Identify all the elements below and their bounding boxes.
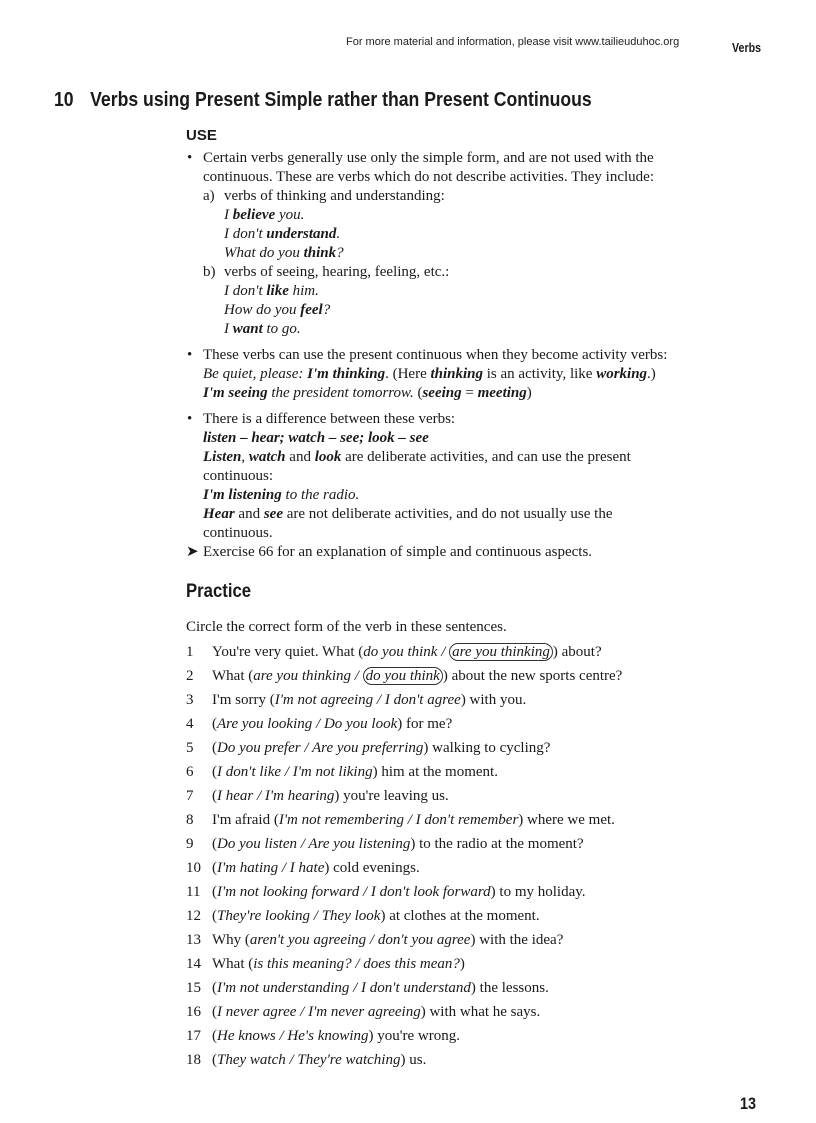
item-number: 16 <box>186 1004 201 1020</box>
verb-option[interactable]: I'm hating <box>217 860 279 876</box>
item-number: 5 <box>186 740 194 756</box>
verb-option[interactable]: does this mean? <box>363 956 460 972</box>
item-text: / <box>351 668 363 684</box>
item-text: / <box>296 1004 309 1020</box>
use-bullet-1 <box>186 149 762 339</box>
item-number: 13 <box>186 932 201 948</box>
item-text: ( <box>212 884 217 900</box>
text-line: • These verbs can use the present continuous when they become activity verbs: <box>203 347 668 363</box>
item-text: / <box>297 836 309 852</box>
exercise-item <box>186 883 762 907</box>
item-number: 10 <box>186 860 201 876</box>
item-text: / <box>373 692 385 708</box>
verb-option[interactable]: I never agree <box>217 1004 297 1020</box>
item-text: / <box>253 788 265 804</box>
verb-option[interactable]: They're looking <box>217 908 311 924</box>
item-text: I'm afraid ( <box>212 812 279 828</box>
text-line: Listen, watch and look are deliberate activities, and can use the present <box>203 449 631 465</box>
content <box>186 126 762 1075</box>
exercise-list <box>186 643 762 1075</box>
item-text: / <box>403 812 416 828</box>
item-text: ( <box>212 1004 217 1020</box>
verb-option[interactable]: Do you look <box>323 716 398 732</box>
item-number: 15 <box>186 980 201 996</box>
practice-instruction: Circle the correct form of the verb in these sentences. <box>186 619 507 635</box>
item-text: / <box>285 1052 298 1068</box>
text-line: continuous. <box>203 525 273 541</box>
verb-option[interactable]: He's knowing <box>287 1028 369 1044</box>
exercise-item <box>186 859 762 883</box>
sub-text: verbs of seeing, hearing, feeling, etc.: <box>224 264 450 280</box>
item-text: ) <box>459 956 465 972</box>
item-text: ) cold evenings. <box>324 860 420 876</box>
exercise-crossref <box>186 543 762 562</box>
exercise-item <box>186 811 762 835</box>
item-text: / <box>310 908 322 924</box>
verb-option[interactable]: I don't remember <box>415 812 519 828</box>
crossref-text: Exercise 66 for an explanation of simple and continuous aspects. <box>203 544 593 560</box>
verb-option[interactable]: They watch <box>217 1052 286 1068</box>
verb-option[interactable]: are you thinking <box>449 643 553 661</box>
verb-option[interactable]: Are you listening <box>308 836 411 852</box>
header-note: For more material and information, please visit www.tailieuduhoc.org <box>346 36 680 48</box>
exercise-item <box>186 907 762 931</box>
verb-option[interactable]: They look <box>321 908 381 924</box>
arrow-icon: ➤ <box>186 544 199 560</box>
example-line: I don't understand. <box>224 226 341 242</box>
verb-option[interactable]: I'm not understanding <box>217 980 350 996</box>
item-text: / <box>437 644 450 660</box>
item-text: ( <box>212 980 217 996</box>
example-line: I want to go. <box>224 321 301 337</box>
exercise-item <box>186 1027 762 1051</box>
item-text: / <box>281 764 293 780</box>
item-text: ( <box>212 716 217 732</box>
exercise-item <box>186 787 762 811</box>
sub-item-a <box>203 187 762 206</box>
verb-option[interactable]: Are you preferring <box>312 740 424 756</box>
verb-option[interactable]: do you think <box>363 644 438 660</box>
sub-label: b) <box>203 264 216 280</box>
item-number: 6 <box>186 764 194 780</box>
verb-option[interactable]: Do you listen <box>217 836 297 852</box>
item-number: 18 <box>186 1052 201 1068</box>
item-text: / <box>349 980 362 996</box>
example-line: I don't like him. <box>224 283 319 299</box>
text-line: continuous. These are verbs which do not describe activities. They include: <box>203 169 654 185</box>
item-text: ( <box>212 836 217 852</box>
example-line: How do you feel? <box>224 302 331 318</box>
item-text: ) with what he says. <box>420 1004 541 1020</box>
item-text: / <box>275 1028 288 1044</box>
text-line: Be quiet, please: I'm thinking. (Here thinking is an activity, like working.) <box>203 366 656 382</box>
item-number: 8 <box>186 812 194 828</box>
item-text: ) at clothes at the moment. <box>380 908 540 924</box>
text-line: continuous: <box>203 468 273 484</box>
verb-option[interactable]: is this meaning? <box>253 956 352 972</box>
item-text: ) to my holiday. <box>490 884 586 900</box>
item-number: 1 <box>186 644 194 660</box>
item-text: / <box>300 740 312 756</box>
verb-option[interactable]: I don't like <box>217 764 282 780</box>
verb-option[interactable]: They're watching <box>297 1052 401 1068</box>
item-number: 4 <box>186 716 194 732</box>
item-number: 14 <box>186 956 201 972</box>
text-line: Hear and see are not deliberate activities, and do not usually use the <box>203 506 613 522</box>
item-text: ) you're wrong. <box>368 1028 460 1044</box>
example-line: I believe you. <box>224 207 305 223</box>
item-text: ) for me? <box>397 716 453 732</box>
verb-option[interactable]: I'm not remembering <box>278 812 404 828</box>
item-text: ) him at the moment. <box>372 764 498 780</box>
example-line: What do you think? <box>224 245 344 261</box>
item-text: ( <box>212 1052 217 1068</box>
exercise-item <box>186 691 762 715</box>
item-number: 17 <box>186 1028 201 1044</box>
text-line: I'm listening to the radio. <box>203 487 360 503</box>
item-text: ) with you. <box>460 692 527 708</box>
exercise-item <box>186 739 762 763</box>
item-text: ( <box>212 860 217 876</box>
item-text: You're very quiet. What ( <box>212 644 364 660</box>
item-text: What ( <box>212 956 254 972</box>
item-text: ) you're leaving us. <box>334 788 449 804</box>
practice-heading: Practice <box>186 581 252 602</box>
item-text: ( <box>212 740 217 756</box>
exercise-item <box>186 955 762 979</box>
item-number: 12 <box>186 908 201 924</box>
unit-number: 10 <box>54 88 74 111</box>
item-number: 2 <box>186 668 194 684</box>
item-text: ) us. <box>400 1052 427 1068</box>
item-number: 9 <box>186 836 194 852</box>
use-bullet-2 <box>186 346 762 403</box>
verb-option[interactable]: I'm hearing <box>264 788 335 804</box>
sub-text: verbs of thinking and understanding: <box>224 188 445 204</box>
sub-label: a) <box>203 188 215 204</box>
verb-option[interactable]: I'm not looking forward <box>217 884 360 900</box>
item-text: I'm sorry ( <box>212 692 275 708</box>
verb-option[interactable]: are you thinking <box>253 668 351 684</box>
unit-title <box>54 88 592 112</box>
exercise-item <box>186 1003 762 1027</box>
item-text: ( <box>212 1028 217 1044</box>
item-text: ) about the new sports centre? <box>442 668 623 684</box>
item-text: ) to the radio at the moment? <box>410 836 584 852</box>
verb-option[interactable]: I'm never agreeing <box>308 1004 421 1020</box>
verb-pairs: listen – hear; watch – see; look – see <box>203 430 429 446</box>
item-text: ( <box>212 908 217 924</box>
item-text: What ( <box>212 668 254 684</box>
exercise-item <box>186 715 762 739</box>
text-line: I'm seeing the president tomorrow. (seeing = meeting) <box>203 385 532 401</box>
item-text: ( <box>212 764 217 780</box>
page-number: 13 <box>740 1094 757 1113</box>
section-title: Verbs <box>732 40 762 55</box>
verb-option[interactable]: I don't agree <box>384 692 461 708</box>
verb-option[interactable]: I'm not agreeing <box>274 692 374 708</box>
use-bullet-3 <box>186 410 762 543</box>
exercise-item <box>186 979 762 1003</box>
sub-item-b <box>203 263 762 282</box>
item-number: 7 <box>186 788 194 804</box>
item-number: 3 <box>186 692 194 708</box>
exercise-item <box>186 1051 762 1075</box>
verb-option[interactable]: I don't understand <box>361 980 471 996</box>
item-text: ( <box>212 788 217 804</box>
item-text: / <box>359 884 371 900</box>
item-text: ) about? <box>552 644 602 660</box>
exercise-item <box>186 931 762 955</box>
verb-option[interactable]: I hate <box>289 860 325 876</box>
text-line: • There is a difference between these verbs: <box>203 411 456 427</box>
verb-option[interactable]: He knows <box>217 1028 276 1044</box>
exercise-item <box>186 667 762 691</box>
text-line: • Certain verbs generally use only the simple form, and are not used with the <box>203 150 654 166</box>
item-text: / <box>351 956 364 972</box>
item-text: ) the lessons. <box>470 980 549 996</box>
exercise-item <box>186 835 762 859</box>
item-text: / <box>312 716 324 732</box>
item-text: / <box>366 932 378 948</box>
unit-title-text: Verbs using Present Simple rather than Present Continuous <box>90 88 592 111</box>
verb-option[interactable]: I hear <box>217 788 254 804</box>
use-heading: USE <box>186 127 217 144</box>
item-text: ) where we met. <box>518 812 615 828</box>
exercise-item <box>186 643 762 667</box>
verb-option[interactable]: I'm not liking <box>292 764 373 780</box>
item-text: / <box>278 860 290 876</box>
verb-option[interactable]: I don't look forward <box>370 884 491 900</box>
verb-option[interactable]: Are you looking <box>217 716 313 732</box>
item-text: ) with the idea? <box>470 932 564 948</box>
item-text: Why ( <box>212 932 250 948</box>
item-text: ) walking to cycling? <box>423 740 551 756</box>
item-number: 11 <box>186 884 201 900</box>
verb-option[interactable]: do you think <box>363 667 443 685</box>
verb-option[interactable]: Do you prefer <box>217 740 301 756</box>
verb-option[interactable]: aren't you agreeing <box>249 932 367 948</box>
verb-option[interactable]: don't you agree <box>377 932 471 948</box>
exercise-item <box>186 763 762 787</box>
